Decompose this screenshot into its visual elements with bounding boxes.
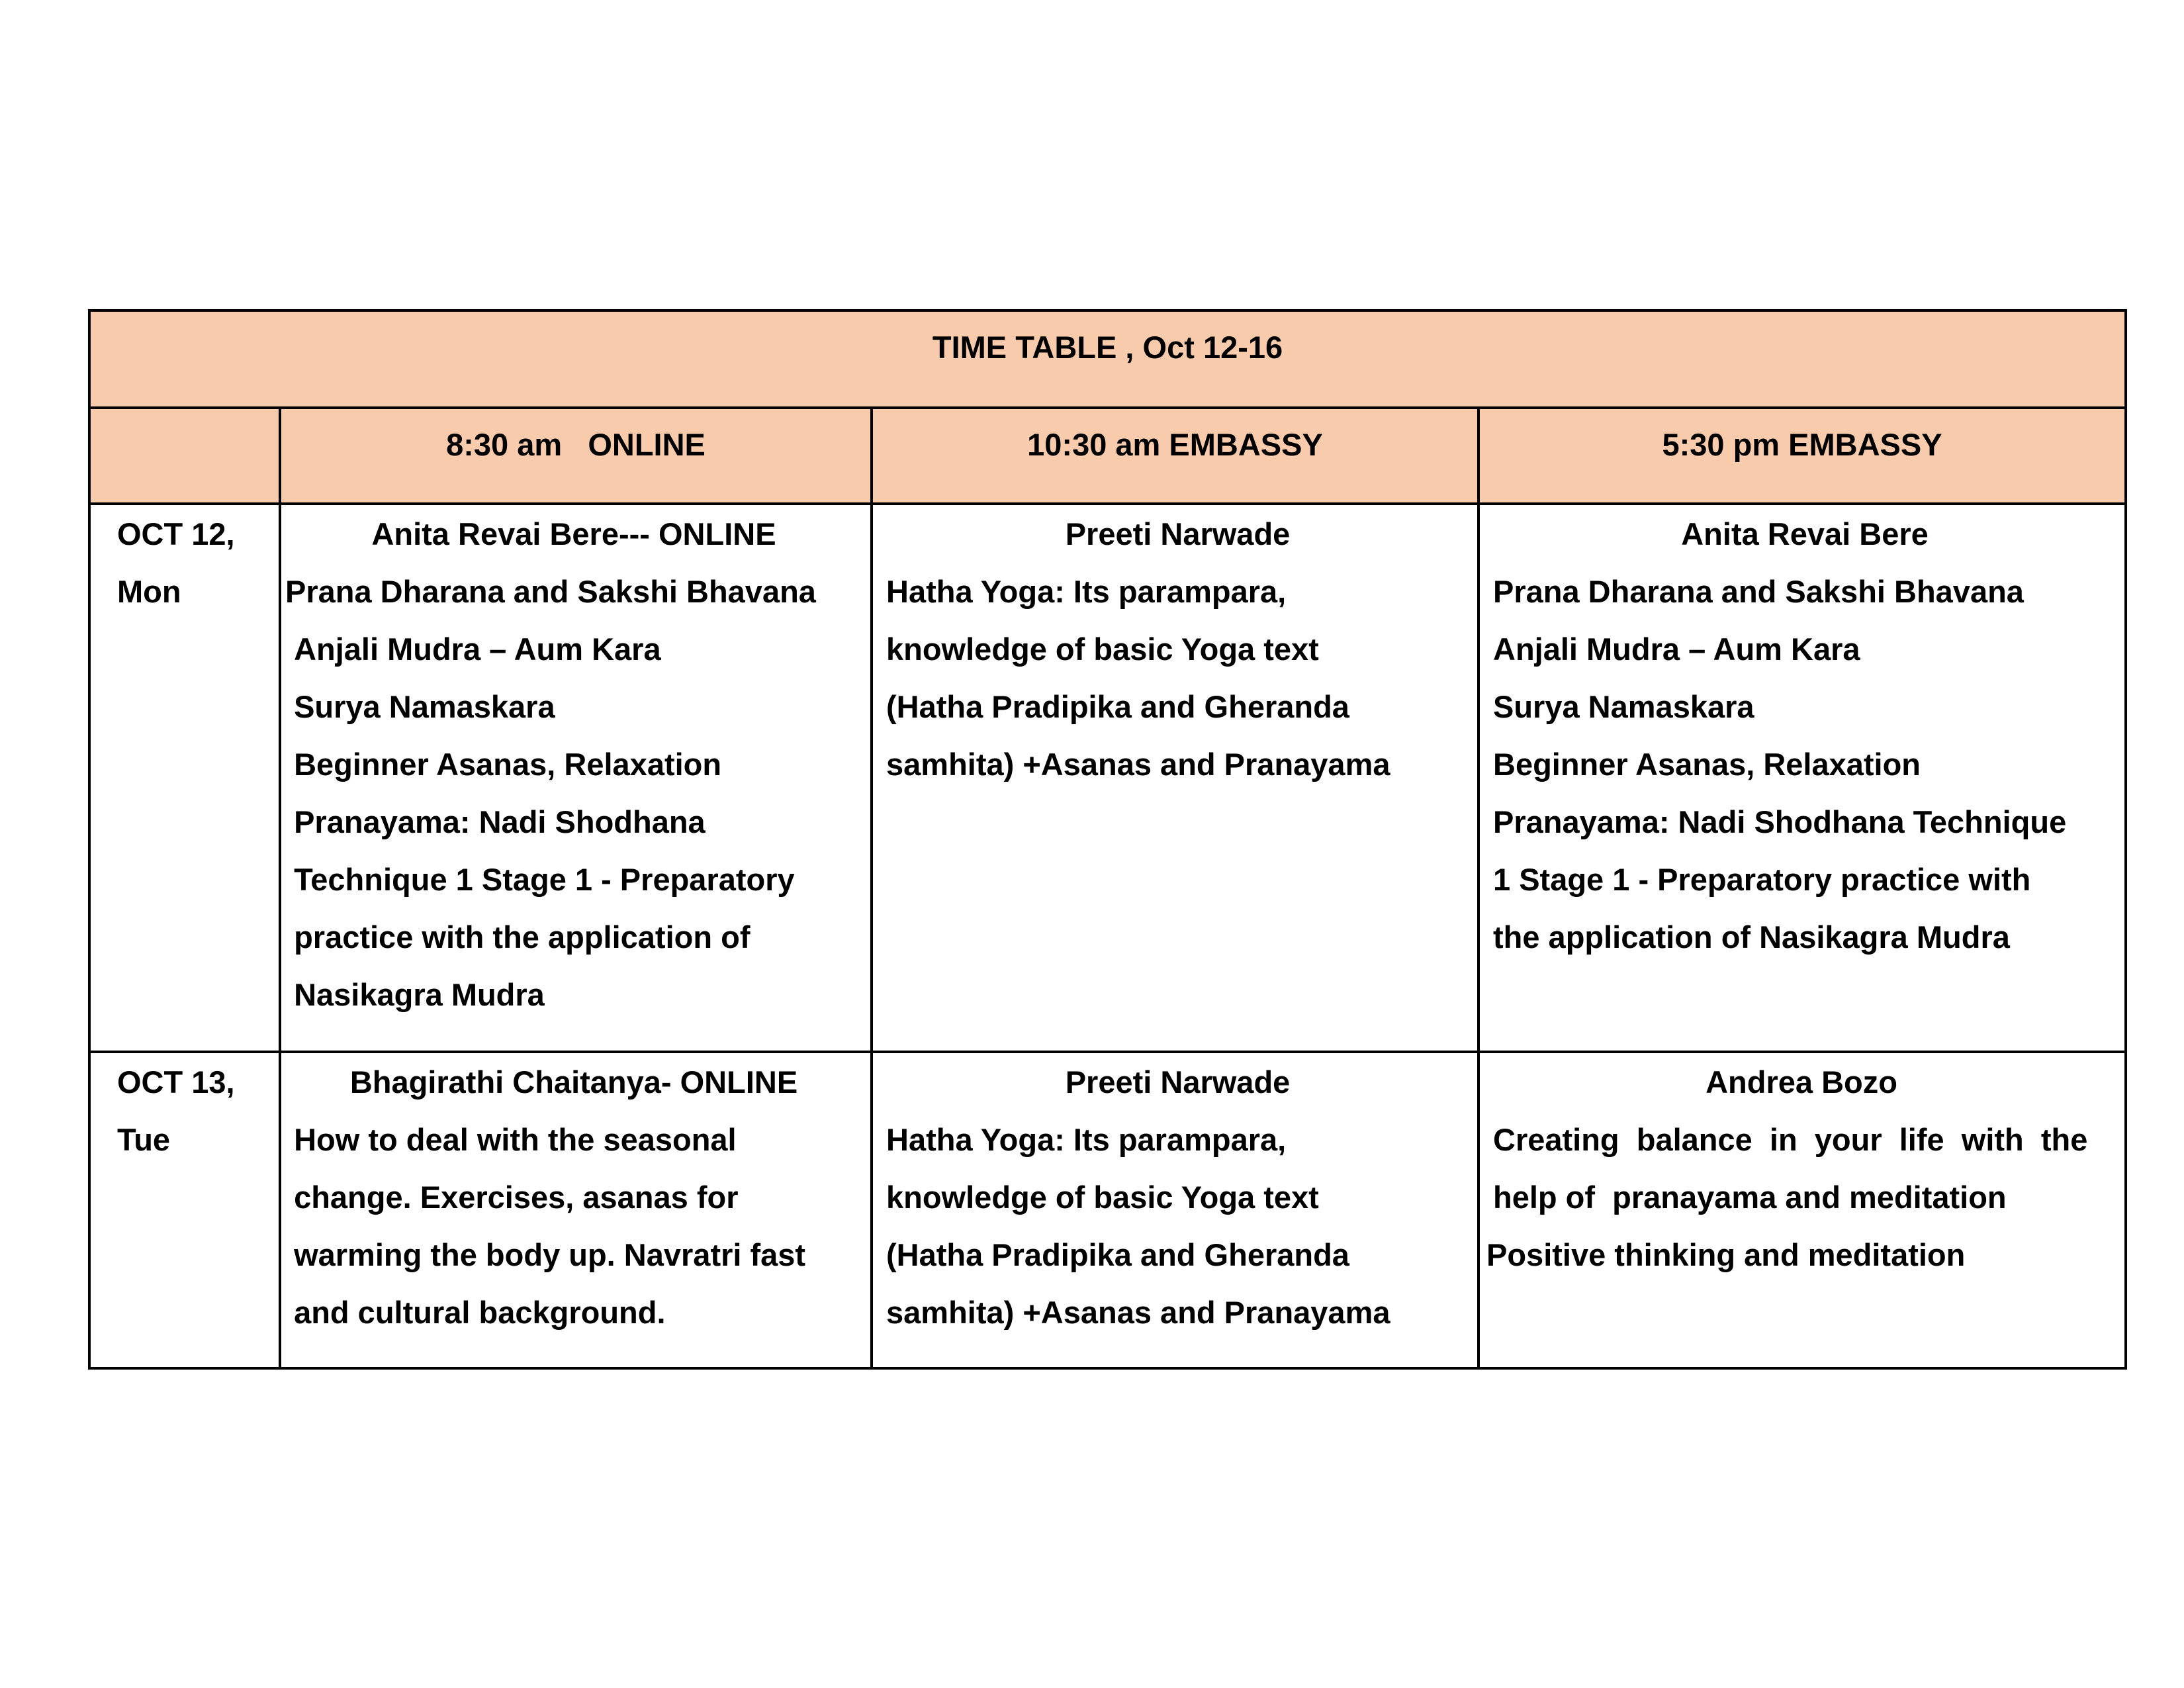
session-line: practice with the application of: [285, 919, 751, 955]
session-cell: [1479, 1052, 2126, 1368]
session-cell: [280, 1052, 872, 1368]
session-line: Technique 1 Stage 1 - Preparatory: [285, 862, 795, 897]
session-line: Anjali Mudra – Aum Kara: [285, 632, 661, 667]
session-line: Pranayama: Nadi Shodhana Technique: [1493, 804, 2067, 839]
session-line: the application of Nasikagra Mudra: [1493, 919, 2010, 955]
header-row: [89, 408, 2126, 504]
header-empty-cell: [89, 408, 280, 504]
session-line: Prana Dharana and Sakshi Bhavana: [1493, 574, 2024, 609]
session-cell: [872, 504, 1479, 1052]
day-cell: [89, 1052, 280, 1368]
day-weekday: Mon: [117, 574, 181, 609]
teacher-name: Bhagirathi Chaitanya- ONLINE: [349, 1064, 798, 1100]
teacher-name: Preeti Narwade: [1065, 1064, 1291, 1100]
day-cell: [89, 504, 280, 1052]
session-line: Creating balance in your life with the: [1493, 1122, 2088, 1157]
session-line: Hatha Yoga: Its parampara,: [886, 1122, 1287, 1157]
schedule-row-oct-12: [89, 504, 2126, 1052]
session-line: knowledge of basic Yoga text: [886, 632, 1319, 667]
header-slot-2: 10:30 am EMBASSY: [872, 408, 1479, 504]
session-line: (Hatha Pradipika and Gheranda: [886, 689, 1349, 724]
session-line: 1 Stage 1 - Preparatory practice with: [1493, 862, 2031, 897]
day-weekday: Tue: [117, 1122, 171, 1157]
session-line: Surya Namaskara: [1493, 689, 1754, 724]
schedule-row-oct-13: [89, 1052, 2126, 1368]
session-line: Positive thinking and meditation: [1486, 1237, 1966, 1272]
session-line: knowledge of basic Yoga text: [886, 1180, 1319, 1215]
session-line: samhita) +Asanas and Pranayama: [886, 747, 1390, 782]
teacher-name: Anita Revai Bere--- ONLINE: [371, 516, 776, 551]
session-line: Beginner Asanas, Relaxation: [1493, 747, 1921, 782]
day-date: OCT 12,: [117, 516, 235, 551]
teacher-name: Preeti Narwade: [1065, 516, 1291, 551]
title-row: [89, 310, 2126, 408]
teacher-name: Anita Revai Bere: [1681, 516, 1929, 551]
session-cell: [872, 1052, 1479, 1368]
session-line: samhita) +Asanas and Pranayama: [886, 1295, 1390, 1330]
session-line: Prana Dharana and Sakshi Bhavana: [285, 574, 816, 609]
teacher-name: Andrea Bozo: [1706, 1064, 1897, 1100]
session-line: warming the body up. Navratri fast: [285, 1237, 806, 1272]
header-slot-1: 8:30 am ONLINE: [280, 408, 872, 504]
session-line: Anjali Mudra – Aum Kara: [1493, 632, 1860, 667]
session-cell: [280, 504, 872, 1052]
day-date: OCT 13,: [117, 1064, 235, 1100]
session-cell: [1479, 504, 2126, 1052]
session-line: Pranayama: Nadi Shodhana: [285, 804, 705, 839]
timetable: [88, 309, 2127, 1370]
session-line: (Hatha Pradipika and Gheranda: [886, 1237, 1349, 1272]
session-line: change. Exercises, asanas for: [285, 1180, 739, 1215]
session-line: Nasikagra Mudra: [285, 977, 545, 1012]
session-line: help of pranayama and meditation: [1493, 1180, 2007, 1215]
header-slot-3: 5:30 pm EMBASSY: [1479, 408, 2126, 504]
session-line: Surya Namaskara: [285, 689, 555, 724]
session-line: and cultural background.: [285, 1295, 666, 1330]
timetable-title: TIME TABLE , Oct 12-16: [89, 310, 2126, 408]
session-line: Hatha Yoga: Its parampara,: [886, 574, 1287, 609]
session-line: Beginner Asanas, Relaxation: [285, 747, 722, 782]
session-line: How to deal with the seasonal: [285, 1122, 737, 1157]
